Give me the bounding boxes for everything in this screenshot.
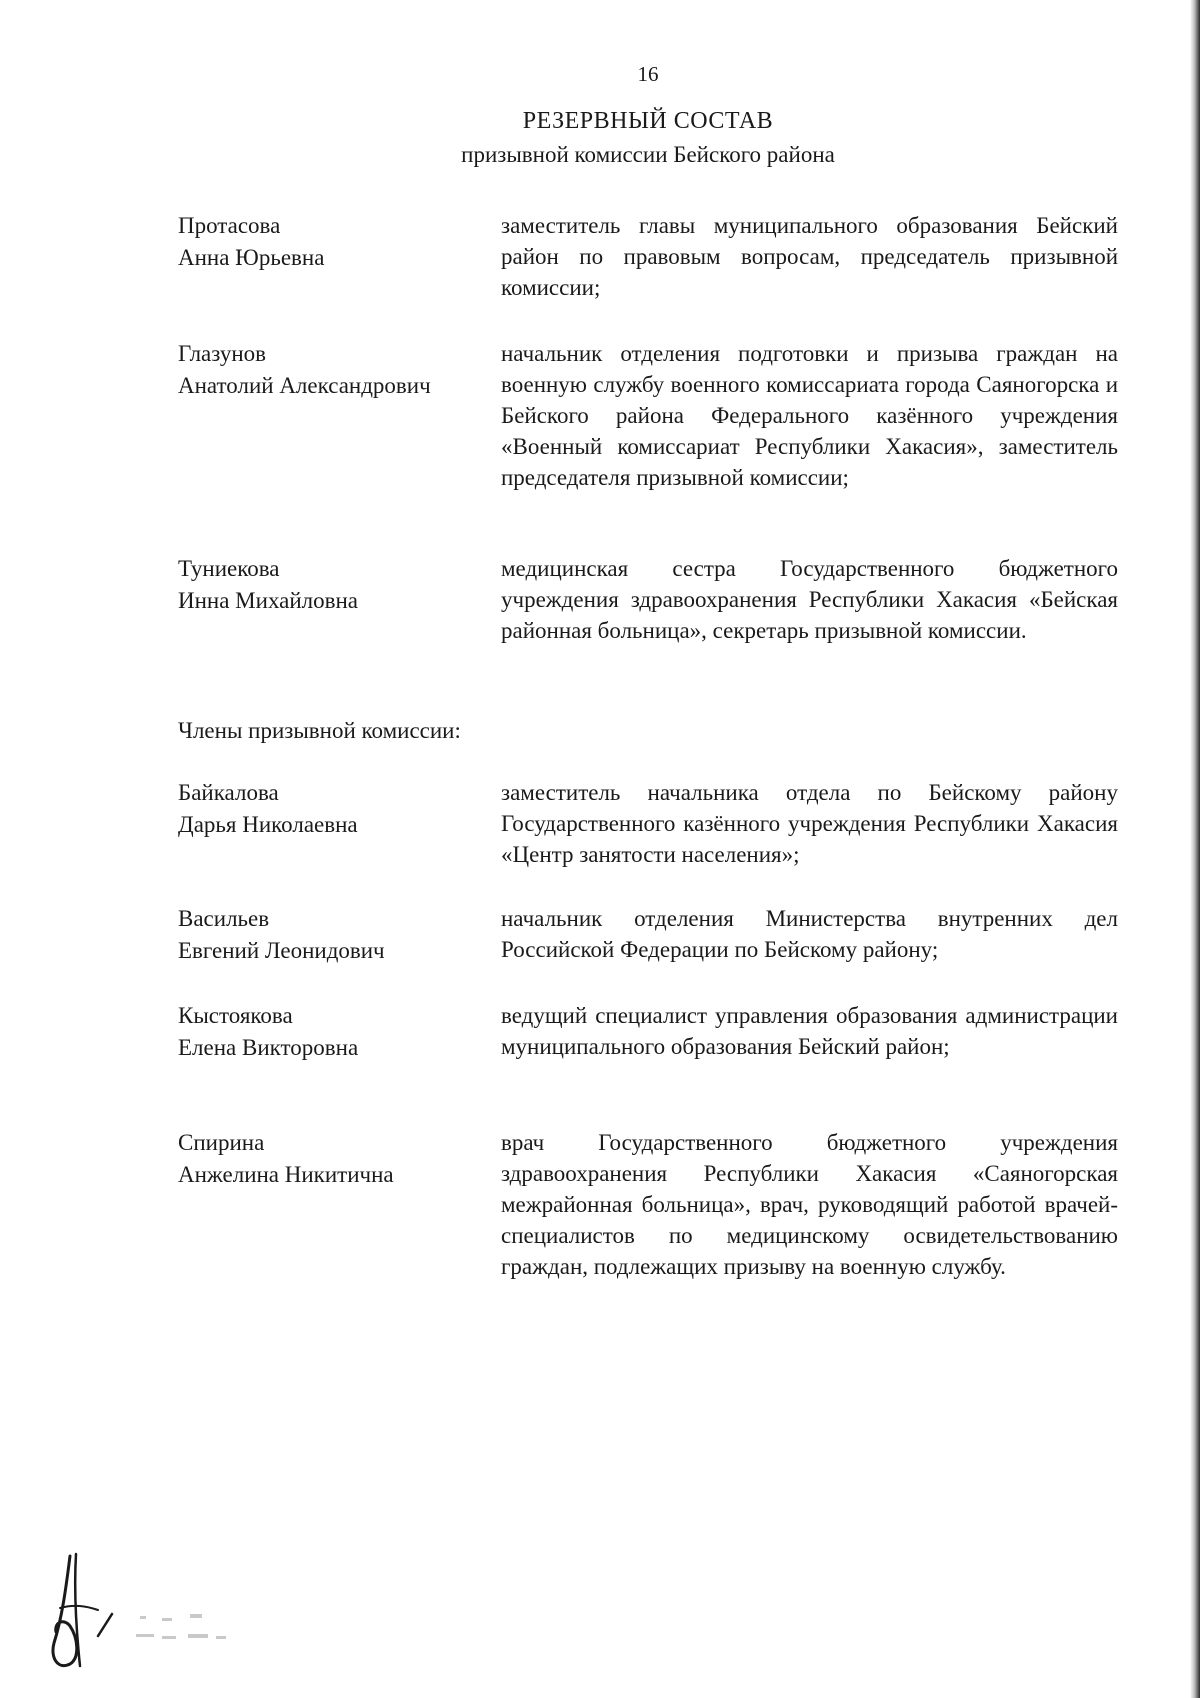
members-heading: Члены призывной комиссии: (178, 718, 461, 743)
person-surname: Спирина (178, 1130, 265, 1155)
person-role: начальник отделения подготовки и призыва граждан на военную службу военного комиссариата города Саяногорска и Бейского района Федерального казённого учреждения «Военный комиссариат Республики Хакасия», заместитель председателя призывной комиссии; (501, 341, 1118, 490)
person-name (178, 777, 488, 841)
person-given-names: Евгений Леонидович (178, 938, 385, 963)
person-name (178, 338, 488, 402)
person-name (178, 210, 488, 274)
person-given-names: Анжелина Никитична (178, 1162, 394, 1187)
person-given-names: Дарья Николаевна (178, 812, 358, 837)
document-subtitle: призывной комиссии Бейского района (461, 142, 835, 167)
person-role: медицинская сестра Государственного бюджетного учреждения здравоохранения Республики Хакасия «Бейская районная больница», секретарь призывной комиссии. (501, 556, 1118, 643)
person-surname: Протасова (178, 213, 281, 238)
person-role: заместитель главы муниципального образования Бейский район по правовым вопросам, председатель призывной комиссии; (501, 213, 1118, 300)
person-name (178, 903, 488, 967)
person-name (178, 1000, 488, 1064)
page-number: 16 (637, 62, 659, 86)
scan-edge-shadow (1190, 0, 1200, 1698)
person-role: начальник отделения Министерства внутренних дел Российской Федерации по Бейскому району; (501, 906, 1118, 962)
person-given-names: Анатолий Александрович (178, 373, 431, 398)
person-given-names: Елена Викторовна (178, 1035, 359, 1060)
person-surname: Кыстоякова (178, 1003, 293, 1028)
person-role: заместитель начальника отдела по Бейскому району Государственного казённого учреждения Республики Хакасия «Центр занятости населения»; (501, 780, 1118, 867)
person-surname: Туниекова (178, 556, 280, 581)
person-name (178, 1127, 488, 1191)
person-name (178, 553, 488, 617)
person-role: ведущий специалист управления образования администрации муниципального образования Бейский район; (501, 1003, 1118, 1059)
person-surname: Глазунов (178, 341, 267, 366)
person-surname: Байкалова (178, 780, 279, 805)
person-given-names: Инна Михайловна (178, 588, 359, 613)
person-surname: Васильев (178, 906, 270, 931)
person-given-names: Анна Юрьевна (178, 245, 325, 270)
signature-mark (40, 1548, 280, 1678)
document-title: РЕЗЕРВНЫЙ СОСТАВ (522, 108, 774, 134)
person-role: врач Государственного бюджетного учреждения здравоохранения Республики Хакасия «Саяногорская межрайонная больница», врач, руководящий работой врачей-специалистов по медицинскому освидетельствованию граждан, подлежащих призыву на военную службу. (501, 1130, 1118, 1279)
